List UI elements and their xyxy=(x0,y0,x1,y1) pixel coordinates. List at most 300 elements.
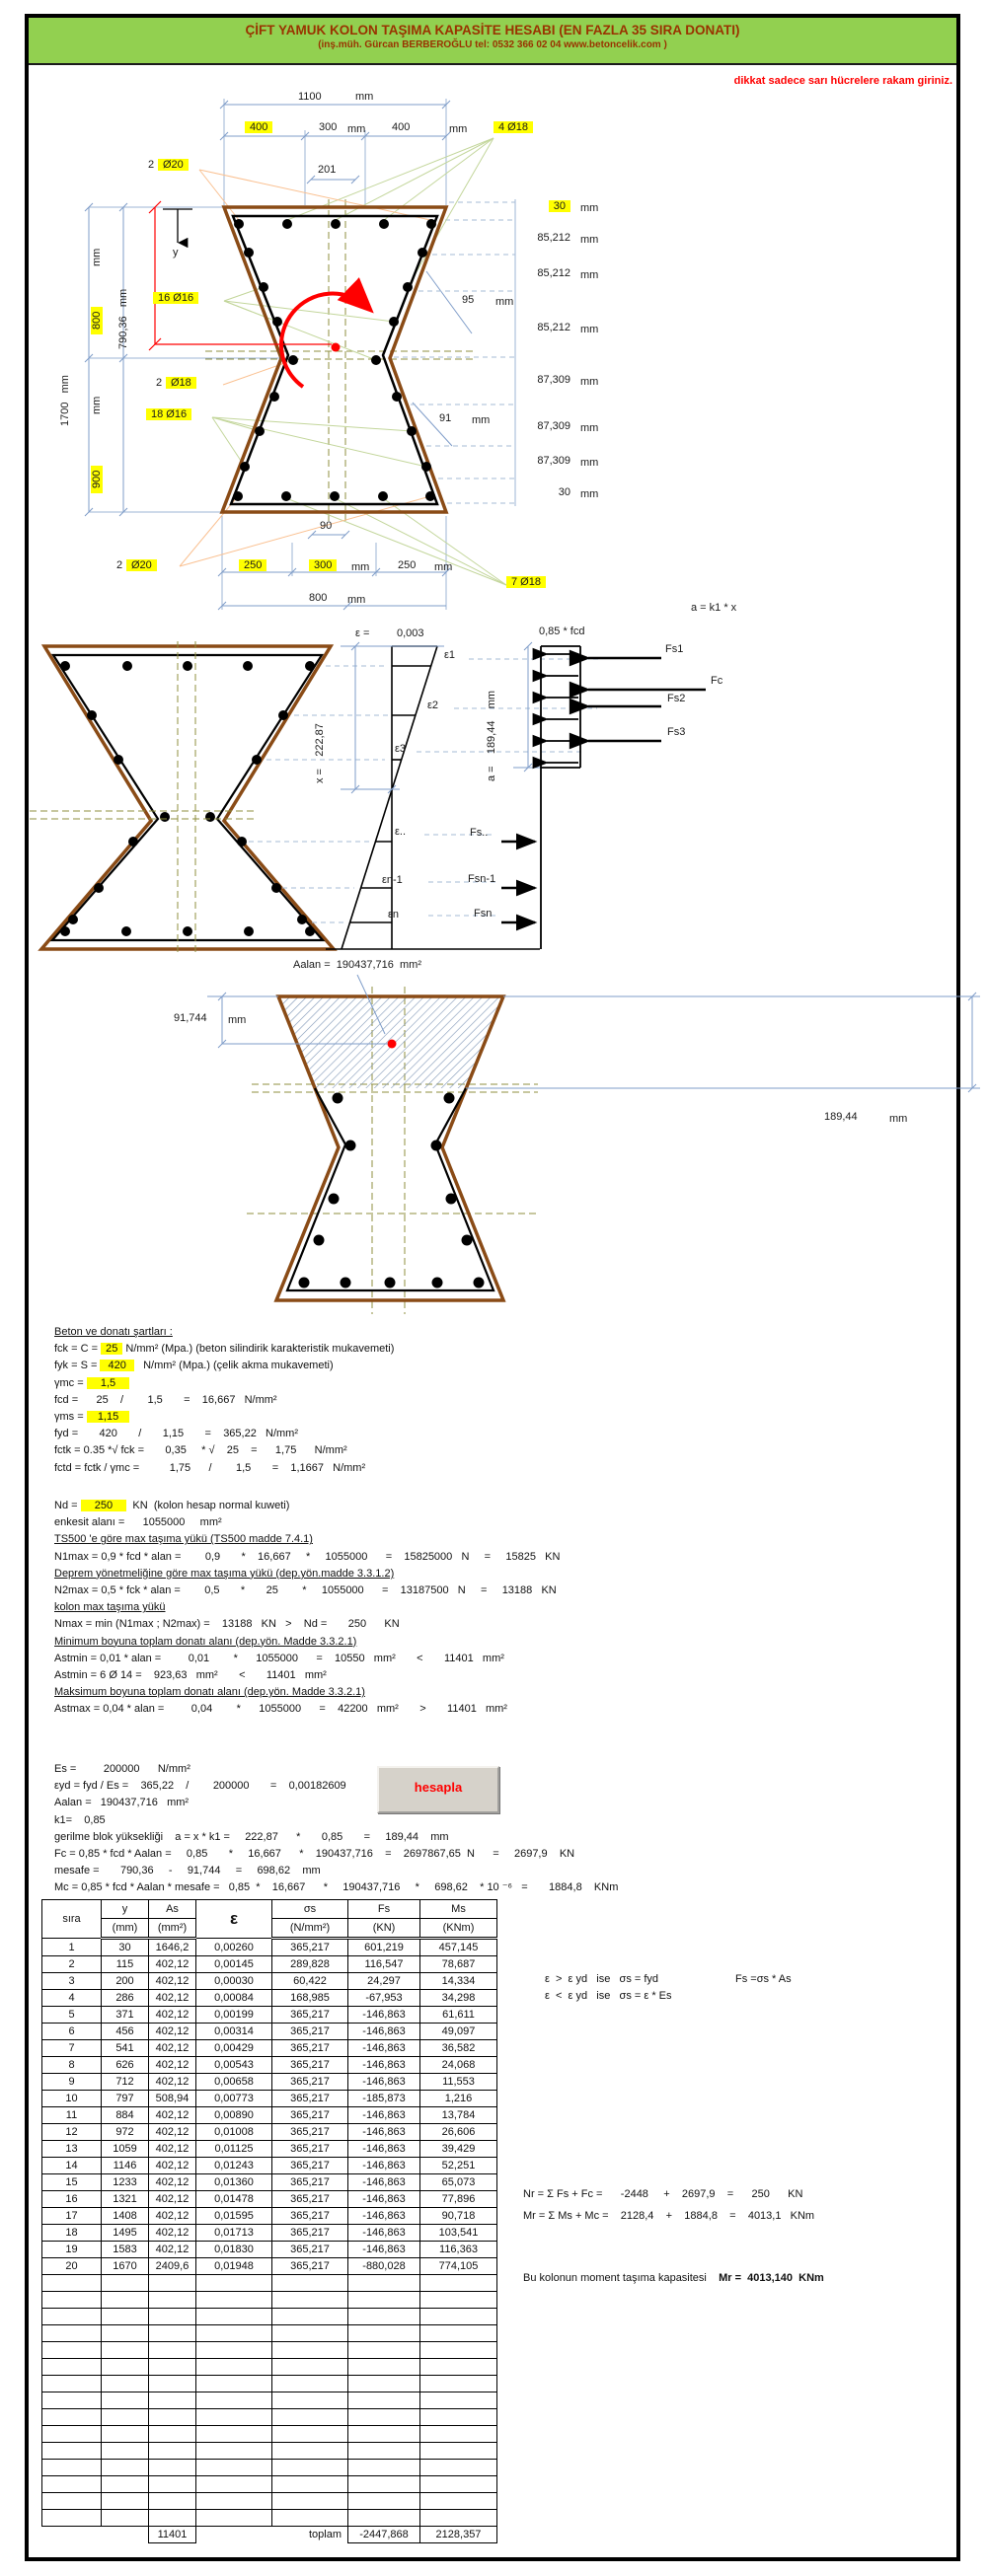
table-cell: 30 xyxy=(102,1939,149,1956)
bar-row-dim: 85,212 xyxy=(537,232,570,244)
table-cell xyxy=(196,2527,272,2543)
table-cell xyxy=(272,2460,348,2476)
table-cell: 402,12 xyxy=(149,2107,196,2124)
table-cell xyxy=(149,2409,196,2426)
table-cell: 365,217 xyxy=(272,2258,348,2275)
calc-line: fctk = 0.35 *√ fck = 0,35 * √ 25 = 1,75 N/mm² xyxy=(54,1444,347,1457)
table-cell xyxy=(196,2292,272,2309)
table-cell: 5 xyxy=(42,2007,102,2024)
force-label: Fsn-1 xyxy=(468,873,496,885)
bar-row-dim: 87,309 xyxy=(537,374,570,386)
unit-mm: mm xyxy=(434,561,453,573)
table-cell: 0,00429 xyxy=(196,2040,272,2057)
table-row-empty xyxy=(42,2510,497,2527)
table-cell: 0,00260 xyxy=(196,1939,272,1956)
force-label: Fs1 xyxy=(665,643,684,655)
bar-row-dim: 87,309 xyxy=(537,455,570,467)
table-cell: 289,828 xyxy=(272,1956,348,1973)
table-cell: 402,12 xyxy=(149,2242,196,2258)
table-cell xyxy=(102,2275,149,2292)
table-cell xyxy=(272,2359,348,2376)
table-cell: 116,363 xyxy=(420,2242,497,2258)
calc-line: TS500 'e göre max taşıma yükü (TS500 madde 7.4.1) xyxy=(54,1533,313,1546)
xa-dims xyxy=(341,642,543,793)
table-cell: 402,12 xyxy=(149,2007,196,2024)
input-dim-bottom-mid[interactable]: 300 xyxy=(309,559,337,571)
table-cell xyxy=(196,2325,272,2342)
table-cell: 20 xyxy=(42,2258,102,2275)
table-cell xyxy=(102,2460,149,2476)
strain-stress-diagram xyxy=(30,602,750,1006)
level-lines xyxy=(394,202,515,503)
table-cell xyxy=(196,2460,272,2476)
table-row-empty xyxy=(42,2493,497,2510)
calc-line: N1max = 0,9 * fcd * alan = 0,9 * 16,667 * 1055000 = 15825000 N = 15825 KN xyxy=(54,1550,561,1563)
table-cell xyxy=(196,2409,272,2426)
table-cell: 34,298 xyxy=(420,1990,497,2007)
table-row-empty xyxy=(42,2443,497,2460)
table-cell: 541 xyxy=(102,2040,149,2057)
unit-mm: mm xyxy=(351,561,370,573)
table-cell xyxy=(102,2392,149,2409)
calc-line: Maksimum boyuna toplam donatı alanı (dep.yön. Madde 3.3.2.1) xyxy=(54,1686,365,1699)
table-row-empty xyxy=(42,2460,497,2476)
table-cell: 65,073 xyxy=(420,2174,497,2191)
table-cell: 365,217 xyxy=(272,2040,348,2057)
calc-line: fyd = 420 / 1,15 = 365,22 N/mm² xyxy=(54,1428,298,1440)
input-bars-top[interactable]: 4 Ø18 xyxy=(494,121,533,133)
table-cell xyxy=(348,2376,420,2392)
table-row-empty xyxy=(42,2342,497,2359)
eps-level-label: ε1 xyxy=(444,649,456,661)
force-label: Fs3 xyxy=(667,726,686,738)
total-fs: -2447,868 xyxy=(348,2527,420,2543)
table-cell: 0,01125 xyxy=(196,2141,272,2158)
table-cell: 10 xyxy=(42,2091,102,2107)
table-cell: 365,217 xyxy=(272,2057,348,2074)
unit-mm: mm xyxy=(580,457,599,469)
table-row-empty xyxy=(42,2275,497,2292)
table-cell: 13,784 xyxy=(420,2107,497,2124)
table-cell: 774,105 xyxy=(420,2258,497,2275)
table-row xyxy=(42,1990,497,2007)
load-checks-block xyxy=(54,1498,560,1719)
col-unit-y: (mm) xyxy=(102,1919,149,1939)
calc-line: Es = 200000 N/mm² xyxy=(54,1763,190,1775)
table-row xyxy=(42,2024,497,2040)
calc-text: γmc = xyxy=(54,1376,87,1389)
calc-line: Astmax = 0,04 * alan = 0,04 * 1055000 = 42200 mm² > 11401 mm² xyxy=(54,1703,507,1716)
area-label: Aalan = 190437,716 mm² xyxy=(293,959,421,971)
capacity-label: Mr = xyxy=(719,2272,742,2284)
table-row xyxy=(42,2057,497,2074)
table-cell xyxy=(348,2309,420,2325)
table-cell xyxy=(196,2392,272,2409)
table-cell: 1059 xyxy=(102,2141,149,2158)
block-calcs-block xyxy=(54,1761,618,1897)
input-cell[interactable]: 1,5 xyxy=(87,1377,130,1389)
table-cell xyxy=(42,2443,102,2460)
total-as: 11401 xyxy=(149,2527,196,2543)
table-cell: 24,068 xyxy=(420,2057,497,2074)
table-cell xyxy=(149,2443,196,2460)
table-cell xyxy=(149,2292,196,2309)
col-header-ms: Ms xyxy=(420,1900,497,1919)
dim-bottom-spacing: 90 xyxy=(320,520,333,532)
table-row xyxy=(42,2174,497,2191)
table-cell xyxy=(272,2292,348,2309)
rebar-leaders-green xyxy=(212,138,506,585)
input-cell[interactable]: 420 xyxy=(100,1360,133,1371)
table-cell: 365,217 xyxy=(272,2191,348,2208)
table-cell xyxy=(348,2275,420,2292)
table-cell: 884 xyxy=(102,2107,149,2124)
table-cell: 115 xyxy=(102,1956,149,1973)
input-bars-waist[interactable]: Ø18 xyxy=(166,377,196,389)
table-cell xyxy=(102,2359,149,2376)
calc-text: γms = xyxy=(54,1411,87,1424)
input-cover-dim[interactable]: 30 xyxy=(515,200,570,212)
table-cell xyxy=(272,2325,348,2342)
table-cell: 365,217 xyxy=(272,2174,348,2191)
table-row-empty xyxy=(42,2476,497,2493)
table-cell: 0,01713 xyxy=(196,2225,272,2242)
calc-line: Deprem yönetmeliğine göre max taşıma yükü (dep.yön.madde 3.3.1.2) xyxy=(54,1567,395,1580)
table-cell: 0,01830 xyxy=(196,2242,272,2258)
table-cell: 90,718 xyxy=(420,2208,497,2225)
bar-row-dim: 87,309 xyxy=(537,420,570,432)
bars-waist-count: 2 xyxy=(156,377,163,389)
table-cell: -146,863 xyxy=(348,2225,420,2242)
table-cell: -146,863 xyxy=(348,2191,420,2208)
page-subtitle: (inş.müh. Gürcan BERBEROĞLU tel: 0532 366 02 04 www.betoncelik.com ) xyxy=(318,39,667,50)
force-label: Fc xyxy=(711,675,723,687)
dim-centroid-y: 790,36 mm xyxy=(117,288,129,349)
calc-line xyxy=(54,1358,394,1374)
table-cell xyxy=(42,2392,102,2409)
table-cell: 456 xyxy=(102,2024,149,2040)
table-cell xyxy=(102,2292,149,2309)
table-cell: 365,217 xyxy=(272,2242,348,2258)
capacity-line: Bu kolonun moment taşıma kapasitesi Mr = 4013,140 KNm xyxy=(523,2272,824,2284)
col-unit-fs: (KN) xyxy=(348,1919,420,1939)
table-cell: -146,863 xyxy=(348,2242,420,2258)
table-cell: 402,12 xyxy=(149,2024,196,2040)
input-bars-top-corner[interactable]: Ø20 xyxy=(158,159,189,171)
table-cell: 0,00030 xyxy=(196,1973,272,1990)
table-cell: 286 xyxy=(102,1990,149,2007)
table-row-empty xyxy=(42,2325,497,2342)
drawing-cross-section-dimensioned xyxy=(30,89,681,626)
table-cell: 0,01948 xyxy=(196,2258,272,2275)
table-row xyxy=(42,2007,497,2024)
mr-result: Mr = Σ Ms + Mc = 2128,4 + 1884,8 = 4013,1 KNm xyxy=(523,2210,815,2222)
table-row-empty xyxy=(42,2309,497,2325)
table-cell xyxy=(420,2476,497,2493)
force-label: Fs.. xyxy=(470,827,489,839)
table-cell xyxy=(196,2493,272,2510)
calc-line: kolon max taşıma yükü xyxy=(54,1601,166,1614)
table-row xyxy=(42,2040,497,2057)
unit-mm: mm xyxy=(580,324,599,335)
table-cell: 103,541 xyxy=(420,2225,497,2242)
table-cell xyxy=(42,2309,102,2325)
table-cell xyxy=(102,2426,149,2443)
table-cell xyxy=(149,2309,196,2325)
compression-centroid-dot xyxy=(388,1040,397,1049)
unit-mm: mm xyxy=(495,296,514,308)
table-total-row xyxy=(42,2527,497,2543)
rebar-dots xyxy=(233,219,436,501)
table-cell: 0,00199 xyxy=(196,2007,272,2024)
unit-mm: mm xyxy=(889,1113,908,1125)
dim-top-spacing: 201 xyxy=(318,164,337,176)
table-cell xyxy=(348,2443,420,2460)
table-cell xyxy=(42,2359,102,2376)
rule-fs: Fs =σs * As xyxy=(735,1973,792,1985)
table-cell: 77,896 xyxy=(420,2191,497,2208)
table-row xyxy=(42,2158,497,2174)
calc-line: gerilme blok yüksekliği a = x * k1 = 222,87 * 0,85 = 189,44 mm xyxy=(54,1830,449,1843)
force-label: Fsn xyxy=(474,908,493,920)
table-cell: 402,12 xyxy=(149,2158,196,2174)
section-rebar-dots xyxy=(60,661,315,936)
table-cell: 365,217 xyxy=(272,2124,348,2141)
table-cell xyxy=(102,2309,149,2325)
table-cell xyxy=(149,2510,196,2527)
calc-line xyxy=(54,1409,394,1426)
table-cell: 402,12 xyxy=(149,2208,196,2225)
table-cell: 8 xyxy=(42,2057,102,2074)
table-cell xyxy=(42,2527,102,2543)
eps-level-label: ε.. xyxy=(395,826,407,838)
table-cell xyxy=(196,2342,272,2359)
table-cell xyxy=(196,2510,272,2527)
cross-section-svg xyxy=(30,89,681,626)
table-row xyxy=(42,2208,497,2225)
eps-top-label: ε = xyxy=(355,627,370,639)
table-cell xyxy=(348,2493,420,2510)
calc-line: N2max = 0,5 * fck * alan = 0,5 * 25 * 1055000 = 13187500 N = 13188 KN xyxy=(54,1584,557,1597)
bars-top-corner-count: 2 xyxy=(148,159,155,171)
table-cell xyxy=(196,2309,272,2325)
page-title: ÇİFT YAMUK KOLON TAŞIMA KAPASİTE HESABI (EN FAZLA 35 SIRA DONATI) xyxy=(245,23,740,37)
table-cell: 3 xyxy=(42,1973,102,1990)
calc-text: N/mm² (Mpa.) (beton silindirik karakteristik mukavemeti) xyxy=(122,1343,395,1356)
input-bars-upper-side[interactable]: 16 Ø16 xyxy=(153,292,198,304)
dim-height-total: 1700 mm xyxy=(59,375,71,426)
table-cell xyxy=(420,2309,497,2325)
table-cell xyxy=(272,2309,348,2325)
calc-line: Nmax = min (N1max ; N2max) = 13188 KN > Nd = 250 KN xyxy=(54,1618,400,1631)
table-cell xyxy=(348,2476,420,2493)
y-axis-arrow xyxy=(163,209,192,243)
table-cell xyxy=(348,2460,420,2476)
table-cell xyxy=(149,2426,196,2443)
dim-block-centroid: 91,744 xyxy=(174,1012,207,1024)
section-outline xyxy=(41,646,334,949)
col-header-sira: sıra xyxy=(42,1900,102,1939)
dim-top-mid: 300 xyxy=(319,121,338,133)
input-dim-bottom-left[interactable]: 250 xyxy=(239,559,266,571)
col-header-y: y xyxy=(102,1900,149,1919)
table-cell: -146,863 xyxy=(348,2107,420,2124)
eps-level-label: εn xyxy=(388,909,400,920)
force-label: Fs2 xyxy=(667,693,686,704)
table-cell: 52,251 xyxy=(420,2158,497,2174)
table-cell xyxy=(102,2409,149,2426)
table-row-empty xyxy=(42,2359,497,2376)
input-cell[interactable]: 1,15 xyxy=(87,1411,130,1423)
calc-line: fctd = fctk / γmc = 1,75 / 1,5 = 1,1667 N/mm² xyxy=(54,1461,366,1474)
unit-mm: mm xyxy=(449,123,468,135)
table-cell: 972 xyxy=(102,2124,149,2141)
stress-block xyxy=(541,646,580,949)
calculate-button[interactable]: hesapla xyxy=(377,1766,499,1813)
table-cell: -185,873 xyxy=(348,2091,420,2107)
rule-eps-gt: ε > ε yd ise σs = fyd xyxy=(545,1973,659,1985)
table-cell xyxy=(42,2325,102,2342)
table-cell xyxy=(149,2460,196,2476)
table-cell xyxy=(348,2359,420,2376)
table-cell: 0,01008 xyxy=(196,2124,272,2141)
table-row xyxy=(42,1956,497,1973)
table-cell xyxy=(420,2493,497,2510)
table-cell xyxy=(196,2426,272,2443)
table-cell: 1233 xyxy=(102,2174,149,2191)
table-cell: 365,217 xyxy=(272,2107,348,2124)
unit-mm: mm xyxy=(228,1014,247,1026)
a-dim-label: a = 189,44 mm xyxy=(486,690,497,781)
unit-mm: mm xyxy=(580,269,599,281)
table-cell: 0,01360 xyxy=(196,2174,272,2191)
table-cell xyxy=(42,2376,102,2392)
unit-mm: mm xyxy=(580,234,599,246)
extension-lines xyxy=(89,99,515,610)
table-cell: 402,12 xyxy=(149,1956,196,1973)
table-row xyxy=(42,2091,497,2107)
table-cell: 371 xyxy=(102,2007,149,2024)
table-cell xyxy=(149,2376,196,2392)
table-cell: 18 xyxy=(42,2225,102,2242)
unit-mm: mm xyxy=(91,248,103,266)
calc-text: fck = C = xyxy=(54,1343,102,1356)
table-cell: 16 xyxy=(42,2191,102,2208)
unit-mm: mm xyxy=(580,202,599,214)
dim-side-upper: 95 xyxy=(462,294,475,306)
table-cell: 402,12 xyxy=(149,2141,196,2158)
table-cell xyxy=(420,2359,497,2376)
table-cell: 365,217 xyxy=(272,2074,348,2091)
table-cell xyxy=(272,2493,348,2510)
table-cell: 1646,2 xyxy=(149,1939,196,1956)
bar-row-dim: 30 xyxy=(558,486,570,498)
table-cell xyxy=(102,2443,149,2460)
drawing-compression-zone xyxy=(99,987,987,1317)
table-cell: 2409,6 xyxy=(149,2258,196,2275)
table-cell: 0,01595 xyxy=(196,2208,272,2225)
section-centroid-axes xyxy=(30,641,257,955)
table-cell xyxy=(102,2493,149,2510)
table-cell: 6 xyxy=(42,2024,102,2040)
table-cell: 626 xyxy=(102,2057,149,2074)
input-bars-bottom-corner[interactable]: Ø20 xyxy=(126,559,157,571)
table-cell xyxy=(42,2476,102,2493)
calc-line: Astmin = 6 Ø 14 = 923,63 mm² < 11401 mm² xyxy=(54,1669,327,1682)
input-dim-height-top[interactable]: 800 xyxy=(91,307,103,334)
calc-line: Minimum boyuna toplam donatı alanı (dep.yön. Madde 3.3.2.1) xyxy=(54,1635,357,1648)
stirrup-outline-3 xyxy=(287,1088,494,1290)
input-dim-height-bottom[interactable]: 900 xyxy=(91,466,103,493)
table-cell: 39,429 xyxy=(420,2141,497,2158)
input-cell[interactable]: 25 xyxy=(101,1343,122,1355)
table-cell xyxy=(272,2476,348,2493)
table-cell: 797 xyxy=(102,2091,149,2107)
table-cell xyxy=(149,2275,196,2292)
table-cell xyxy=(42,2292,102,2309)
table-cell: 0,01478 xyxy=(196,2191,272,2208)
table-cell: 402,12 xyxy=(149,1973,196,1990)
input-bars-bottom[interactable]: 7 Ø18 xyxy=(506,576,546,588)
table-cell xyxy=(420,2342,497,2359)
input-dim-top-left[interactable]: 400 xyxy=(245,121,272,133)
table-cell: 14 xyxy=(42,2158,102,2174)
table-cell: -146,863 xyxy=(348,2124,420,2141)
table-cell xyxy=(102,2527,149,2543)
calc-line xyxy=(54,1375,394,1392)
table-row xyxy=(42,1973,497,1990)
table-row-empty xyxy=(42,2426,497,2443)
table-row xyxy=(42,2258,497,2275)
header xyxy=(29,18,956,65)
table-cell: 116,547 xyxy=(348,1956,420,1973)
input-bars-lower-side[interactable]: 18 Ø16 xyxy=(146,408,191,420)
table-row-empty xyxy=(42,2376,497,2392)
col-unit-sigma: (N/mm²) xyxy=(272,1919,348,1939)
calc-line xyxy=(54,1341,394,1358)
table-cell xyxy=(149,2325,196,2342)
table-cell: 712 xyxy=(102,2074,149,2091)
input-cell[interactable]: 250 xyxy=(81,1500,127,1511)
axis-label-y: y xyxy=(173,247,179,258)
table-row xyxy=(42,2124,497,2141)
table-cell xyxy=(420,2275,497,2292)
unit-mm: mm xyxy=(580,422,599,434)
table-cell: -146,863 xyxy=(348,2040,420,2057)
table-cell: 0,00890 xyxy=(196,2107,272,2124)
a-formula: a = k1 * x xyxy=(691,602,737,614)
col-unit-as: (mm²) xyxy=(149,1919,196,1939)
capacity-unit: KNm xyxy=(798,2272,824,2284)
table-cell: 61,611 xyxy=(420,2007,497,2024)
strain-svg xyxy=(30,602,750,1006)
table-cell xyxy=(196,2359,272,2376)
compression-svg xyxy=(99,987,987,1317)
rebar-rows-table xyxy=(41,1899,497,2543)
x-dim-label: x = 222,87 xyxy=(314,723,326,783)
table-cell: 402,12 xyxy=(149,2074,196,2091)
table-cell xyxy=(102,2510,149,2527)
table-cell xyxy=(42,2275,102,2292)
table-cell: -146,863 xyxy=(348,2158,420,2174)
unit-mm: mm xyxy=(472,414,491,426)
table-cell: 1 xyxy=(42,1939,102,1956)
table-cell: 1,216 xyxy=(420,2091,497,2107)
table-cell: 78,687 xyxy=(420,1956,497,1973)
table-cell: 1146 xyxy=(102,2158,149,2174)
table-cell: 2 xyxy=(42,1956,102,1973)
dim-width-total: 1100 xyxy=(298,91,322,103)
